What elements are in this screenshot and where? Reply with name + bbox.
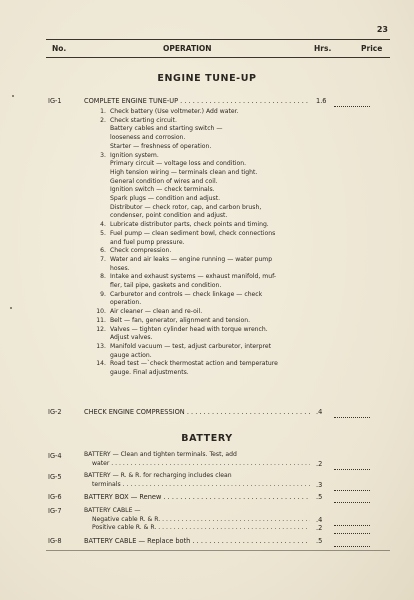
tune-up-step [84,273,324,282]
step-text: High tension wiring — terminals clean and tight. [110,168,258,176]
tune-up-step [84,152,324,161]
price-field [334,409,370,418]
operation-title-cont: terminals . . . [92,481,310,488]
step-text: Distributor — check rotor, cap, and carbon brush, [110,203,262,211]
step-number: 3. [100,151,106,159]
margin-speck [10,307,12,309]
step-text: Check battery (Use voltmeter.) Add water. [110,108,239,115]
tune-up-step [84,256,324,265]
operation-title: BATTERY BOX — Renew . . . [84,493,310,501]
column-header-price: Price [361,44,383,53]
price-field [334,494,370,503]
step-text: Ignition switch — check terminals. [110,186,215,194]
column-header-no: No. [52,44,67,53]
step-number: 5. [100,229,106,237]
tune-up-step [84,247,324,256]
tune-up-step [84,143,324,152]
step-number: 10. [96,308,106,316]
step-text: Belt — fan, generator, alignment and tension. [110,316,251,324]
price-field [334,525,370,534]
step-text: Fuel pump — clean sediment bowl, check connections [110,229,276,237]
step-text: gauge. Final adjustments. [110,369,189,376]
sub-operation: Positive cable R. & R. . . . [92,524,310,531]
tune-up-step [84,265,324,274]
operation-title-cont: water . . . [92,460,310,467]
step-text: operation. [110,299,142,307]
step-text: Intake and exhaust systems — exhaust manifold, muf- [110,273,277,281]
step-number: 9. [100,290,106,298]
step-text: Check starting circuit. [110,116,177,124]
step-text: hoses. [110,264,130,272]
tune-up-step [84,326,324,335]
step-text: condenser, point condition and adjust. [110,212,228,220]
tune-up-step [84,291,324,300]
step-number: 11. [96,316,106,324]
operation-code: IG-6 [48,493,62,501]
step-text: Manifold vacuum — test, adjust carburetor, interpret [110,342,271,350]
operation-code: IG-4 [48,452,62,460]
step-number: 6. [100,247,106,255]
step-number: 13. [96,342,106,350]
column-header-operation: OPERATION [163,44,212,53]
operation-title: BATTERY — R. & R. for recharging includes clean [84,472,232,479]
tune-up-step [84,134,324,143]
step-number: 4. [100,221,106,229]
operation-hours: .4 [316,516,323,524]
tune-up-step [84,299,324,308]
tune-up-step [84,221,324,230]
header-rule-bottom [46,57,390,58]
step-text: Starter — freshness of operation. [110,142,212,150]
step-text: Spark plugs — condition and adjust. [110,195,221,202]
operation-hours: .5 [316,537,323,545]
price-field [334,538,370,547]
tune-up-step [84,282,324,291]
column-header-hrs: Hrs. [314,44,332,53]
price-field [334,461,370,470]
price-field [334,98,370,107]
operation-hours: 1.6 [316,97,327,105]
step-text: Valves — tighten cylinder head with torque wrench. [110,325,268,333]
tune-up-step [84,360,324,369]
operation-title: BATTERY CABLE — Replace both . . . [84,537,310,545]
page-number: 23 [376,25,388,34]
step-number: 8. [100,273,106,281]
operation-hours: .5 [316,493,323,501]
tune-up-step [84,212,324,221]
tune-up-step [84,230,324,239]
tune-up-step [84,308,324,317]
operation-title: BATTERY — Clean and tighten terminals. Test, add [84,451,237,458]
step-text: Check compression. [110,247,172,255]
operation-hours: .2 [316,460,323,468]
tune-up-step [84,334,324,343]
tune-up-step [84,317,324,326]
operation-hours: .2 [316,524,323,532]
tune-up-step [84,125,324,134]
section-end-rule [46,550,390,551]
operation-code: IG-8 [48,537,62,545]
section-title-battery: BATTERY [181,433,233,444]
operation-hours: .4 [316,408,323,416]
operation-title: COMPLETE ENGINE TUNE-UP . . . [84,97,310,105]
operation-code: IG-1 [48,97,62,105]
tune-up-step [84,178,324,187]
operation-code: IG-5 [48,473,62,481]
tune-up-step [84,160,324,169]
step-text: Road test —`check thermostat action and temperature [110,360,278,368]
section-title-engine-tune-up: ENGINE TUNE-UP [157,73,257,84]
operation-title: CHECK ENGINE COMPRESSION . . . [84,408,310,416]
tune-up-step [84,239,324,248]
step-text: Primary circuit — voltage loss and condition. [110,160,247,168]
tune-up-step [84,369,324,378]
margin-speck [12,95,14,97]
operation-code: IG-2 [48,408,62,416]
step-text: Carburetor and controls — check linkage — check [110,290,263,298]
tune-up-step [84,117,324,126]
step-text: Water and air leaks — engine running — water pump [110,255,273,263]
sub-operation: Negative cable R. & R. . . . [92,516,310,523]
step-text: Battery cables and starting switch — [110,125,223,133]
step-text: and fuel pump pressure. [110,238,185,246]
operation-hours: .3 [316,481,323,489]
step-text: gauge action. [110,351,152,359]
tune-up-step [84,204,324,213]
step-text: General condition of wires and coil. [110,177,218,185]
step-text: Lubricate distributor parts, check points and timing. [110,221,269,229]
step-text: Adjust valves. [110,334,153,342]
tune-up-step [84,195,324,204]
step-number: 1. [100,108,106,115]
tune-up-step [84,169,324,178]
tune-up-step [84,343,324,352]
header-rule-top [46,39,390,40]
step-text: Air cleaner — clean and re-oil. [110,308,203,316]
step-number: 7. [100,255,106,263]
tune-up-step [84,352,324,361]
step-text: Ignition system. [110,151,159,159]
tune-up-step [84,186,324,195]
price-field [334,482,370,491]
step-number: 14. [96,360,106,368]
tune-up-step [84,108,324,117]
operation-code: IG-7 [48,507,62,515]
operation-title: BATTERY CABLE — [84,507,141,514]
step-number: 12. [96,325,106,333]
step-text: fler, tail pipe, gaskets and condition. [110,282,222,289]
step-text: looseness and corrosion. [110,134,186,142]
step-number: 2. [100,116,106,124]
